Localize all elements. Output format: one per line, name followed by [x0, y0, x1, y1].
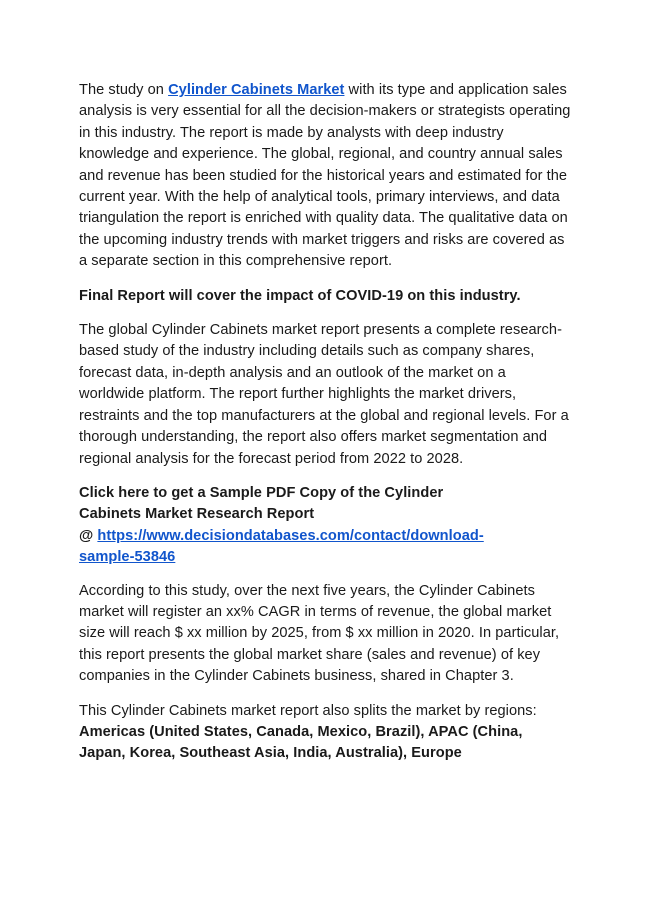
regions-paragraph — [79, 701, 573, 765]
sample-cta-line-2: Cabinets Market Research Report — [79, 506, 315, 523]
intro-text: The study on — [79, 82, 169, 98]
covid-note: Final Report will cover the impact of COVID-19 on this industry. — [79, 287, 521, 304]
sample-cta-line-1: Click here to get a Sample PDF Copy of the Cylinder — [79, 484, 444, 501]
sample-url-link[interactable] — [79, 528, 484, 565]
overview-paragraph: The global Cylinder Cabinets market report presents a complete research-based study of the industry including details such as company shares, forecast data, in-depth analysis and an outlook of the market on a worldwide platform. The report further highlights the market drivers, restraints and the top manufacturers at the global and regional levels. For a thorough understanding, the report also offers market segmentation and regional analysis for the forecast period from 2022 to 2028. — [79, 322, 569, 467]
intro-paragraph — [79, 80, 573, 273]
sample-at-sign: @ — [79, 527, 98, 544]
regions-intro: This Cylinder Cabinets market report also splits the market by regions: — [79, 702, 537, 719]
market-link[interactable]: Cylinder Cabinets Market — [168, 82, 345, 98]
sample-cta — [79, 483, 573, 569]
sample-url-line-2: sample-53846 — [79, 549, 176, 566]
intro-rest-text: with its type and application sales analysis is very essential for all the decision-makers or strategists operating in this industry. The report is made by analysts with deep industry knowledge and experience. The global, regional, and country annual sales and revenue has been studied for the historical years and estimated for the current year. With the help of analytical tools, primary interviews, and data triangulation the report is enriched with quality data. The qualitative data on the upcoming industry trends with market triggers and risks are covered as a separate section in this comprehensive report. — [79, 82, 571, 270]
sample-url-line-1: https://www.decisiondatabases.com/contact/download- — [97, 527, 484, 544]
forecast-paragraph: According to this study, over the next five years, the Cylinder Cabinets market will register an xx% CAGR in terms of revenue, the global market size will reach $ xx million by 2025, from $ xx million in 2020. In particular, this report presents the global market share (sales and revenue) of key companies in the Cylinder Cabinets business, shared in Chapter 3. — [79, 582, 560, 685]
document-page — [79, 80, 573, 778]
regions-list: Americas (United States, Canada, Mexico, Brazil), APAC (China, Japan, Korea, Southeast Asia, India, Australia), Europe — [79, 723, 523, 762]
